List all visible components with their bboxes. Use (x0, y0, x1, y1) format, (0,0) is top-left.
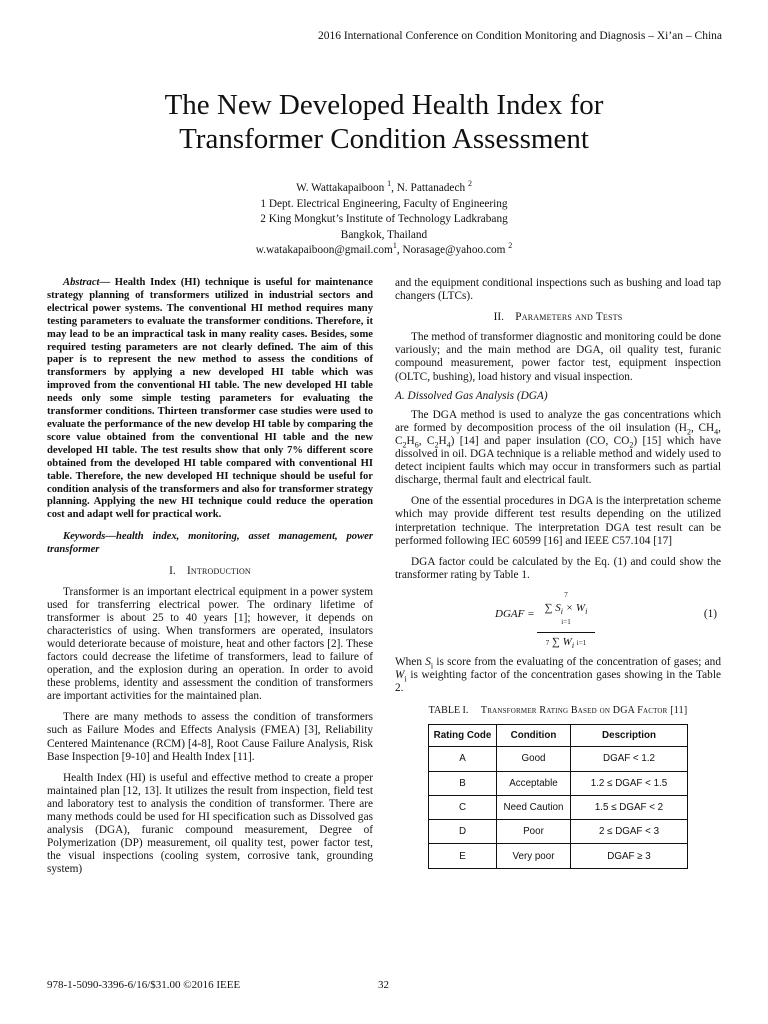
parameters-paragraph: The method of transformer diagnostic and monitoring could be done variously; and the main method are DGA, oil quality test, furanic compound measurement, power factor test, equipment inspection (OLTC, bushing), load history and visual inspection. (395, 331, 721, 383)
footer-isbn: 978-1-5090-3396-6/16/$31.00 ©2016 IEEE (47, 979, 241, 991)
table-cell: 1.2 ≤ DGAF < 1.5 (571, 771, 688, 795)
affiliation-1: 1 Dept. Electrical Engineering, Faculty of Engineering (260, 197, 508, 210)
abstract-label: Abstract (63, 277, 100, 288)
dga-paragraph-2: One of the essential procedures in DGA is the interpretation scheme which may provide different test results depending on the utilized interpretation technique. The interpretation DGA test result can be performed following IEC 60599 [16] and IEEE C57.104 [17] (395, 495, 721, 547)
equation-lhs: DGAF = (495, 607, 535, 620)
author-names: W. Wattakapaiboon $^1$, N. Pattanadech $^2$ (296, 179, 472, 194)
section-heading-parameters: II. Parameters and Tests (493, 311, 623, 324)
table-cell: Very poor (497, 844, 571, 868)
keywords: Keywords—health index, monitoring, asset management, power transformer (47, 531, 373, 556)
table-cell: C (429, 795, 497, 819)
table-cell: Good (497, 747, 571, 771)
table-header-cell: Rating Code (429, 725, 497, 747)
table-1-caption: TABLE I. Transformer Rating Based on DGA Factor [11] (428, 705, 688, 717)
table-cell: Poor (497, 820, 571, 844)
table-row (429, 820, 688, 844)
table-cell: E (429, 844, 497, 868)
right-column (395, 277, 721, 869)
table-cell: 2 ≤ DGAF < 3 (571, 820, 688, 844)
section-heading-introduction: I. Introduction (169, 565, 251, 578)
table-row (429, 747, 688, 771)
intro-paragraph-3: Health Index (HI) is useful and effective method to create a proper maintained plan [12, 13]. It utilizes the result from inspection, field test and laboratory test to analysis the condition of transformer. There are many methods could be used for HI specification such as Dissolved gas analysis (DGA), furanic compound measurement, Degree of Polymerization (DP) measurement, oil quality test, power factor test, the visual inspections (cooling system, corrosive tank, grounding system) (47, 771, 373, 876)
table-cell: 1.5 ≤ DGAF < 2 (571, 795, 688, 819)
table-cell: DGAF < 1.2 (571, 747, 688, 771)
title-line-2: Transformer Condition Assessment (179, 123, 589, 155)
table-header-row (429, 725, 688, 747)
dga-paragraph-4: When $S_i$ is score from the evaluating of the concentration of gases; and $W_i$ is weighting factor of the concentration gases showing in the Table 2. (395, 655, 721, 695)
affiliation-2: 2 King Mongkut’s Institute of Technology Ladkrabang (260, 213, 508, 225)
title-line-1: The New Developed Health Index for (164, 89, 604, 121)
table-cell: A (429, 747, 497, 771)
table-cell: DGAF ≥ 3 (571, 844, 688, 868)
left-column (47, 277, 373, 876)
conference-header: 2016 International Conference on Condition Monitoring and Diagnosis – Xi’an – China (317, 30, 722, 42)
equation-denominator: 7 ∑ $W_i$ i=1 (545, 636, 587, 651)
abstract: Abstract— Health Index (HI) technique is useful for maintenance strategy planning of transformers utilized in industrial sectors and electrical power systems. The conventional HI method requires many testing parameters to evaluate the transformer conditions. Therefore, it may lead to be an impractical task in many reality cases. Besides, some required testing parameters are not clearly defined. The aim of this paper is to represent the new method to assess the conditions of transformers by applying a new developed HI table which was improved from the conventional HI table. The new developed HI table needs only some simple testing parameters for evaluating the transformer conditions. Thirteen transformer case studies were used to evaluate the performance of the new develop HI table by comparing the score value obtained from the conventional HI table and the new developed HI table. The test results show that only 7% different score obtained from the developed HI table compared with conventional HI table. Therefore, the new developed HI technique should be useful for condition analysis of the transformers and also for transformer strategy planning. Applying the new HI technique could reduce the operation cost and adapt well for practical work. (47, 277, 373, 521)
author-emails: w.watakapaiboon@gmail.com$^1$, Norasage@yahoo.com $^2$ (255, 241, 513, 256)
equation-numerator: 7 ∑ $S_i \times W_i$ i=1 (544, 590, 588, 627)
dga-paragraph-1: The DGA method is used to analyze the gas concentrations which are formed by decomposition process of the oil insulation ($H_2$, $CH_4$, $C_2H_6$, $C_2H_4$) [14] and paper insulation (CO, $CO_2$) [15] which have dissolved in oil. DGA technique is a reliable method and widely used to detect incipient faults which may occur in transformers such as partial discharge, thermal fault and electrical fault. (395, 408, 721, 487)
equation-1 (395, 584, 721, 650)
intro-continuation: and the equipment conditional inspections such as bushing and load tap changers (LTCs). (395, 277, 721, 303)
table-row (429, 795, 688, 819)
author-block (0, 181, 768, 259)
table-1 (428, 724, 688, 868)
equation-fraction (537, 588, 595, 650)
page-number: 32 (378, 979, 389, 991)
table-header-cell: Condition (497, 725, 571, 747)
author-city: Bangkok, Thailand (340, 228, 428, 241)
subsection-heading-dga: A. Dissolved Gas Analysis (DGA) (395, 389, 548, 402)
equation-number: (1) (703, 607, 717, 620)
intro-paragraph-1: Transformer is an important electrical equipment in a power system used for transferring electrical power. The ordinary lifetime of transformer is about 25 to 40 years [1]; however, it depends on characteristics of using. When transformers are operated, insulators would deteriorate because of moisture, heat and other factors [2]. These factors could decrease the lifetime of transformers, lead to failure of operation, and the explosion during an operation. In order to avoid these problems, identity and assessment the condition of transformers are important activities for the maintained plan. (47, 585, 373, 703)
dga-paragraph-3: DGA factor could be calculated by the Eq. (1) and could show the transformer rating by Table 1. (395, 555, 721, 581)
fraction-bar (537, 632, 595, 633)
table-cell: D (429, 820, 497, 844)
table-row (429, 771, 688, 795)
paper-title (0, 88, 768, 156)
table-cell: Need Caution (497, 795, 571, 819)
table-header-cell: Description (571, 725, 688, 747)
intro-paragraph-2: There are many methods to assess the condition of transformers such as Failure Modes and Effects Analysis (FMEA) [3], Reliability Centered Maintenance (RCM) [4-8], Root Cause Failure Analysis, Risk Base Inspection [9-10] and Health Index [11]. (47, 711, 373, 763)
table-cell: Acceptable (497, 771, 571, 795)
table-cell: B (429, 771, 497, 795)
table-row (429, 844, 688, 868)
